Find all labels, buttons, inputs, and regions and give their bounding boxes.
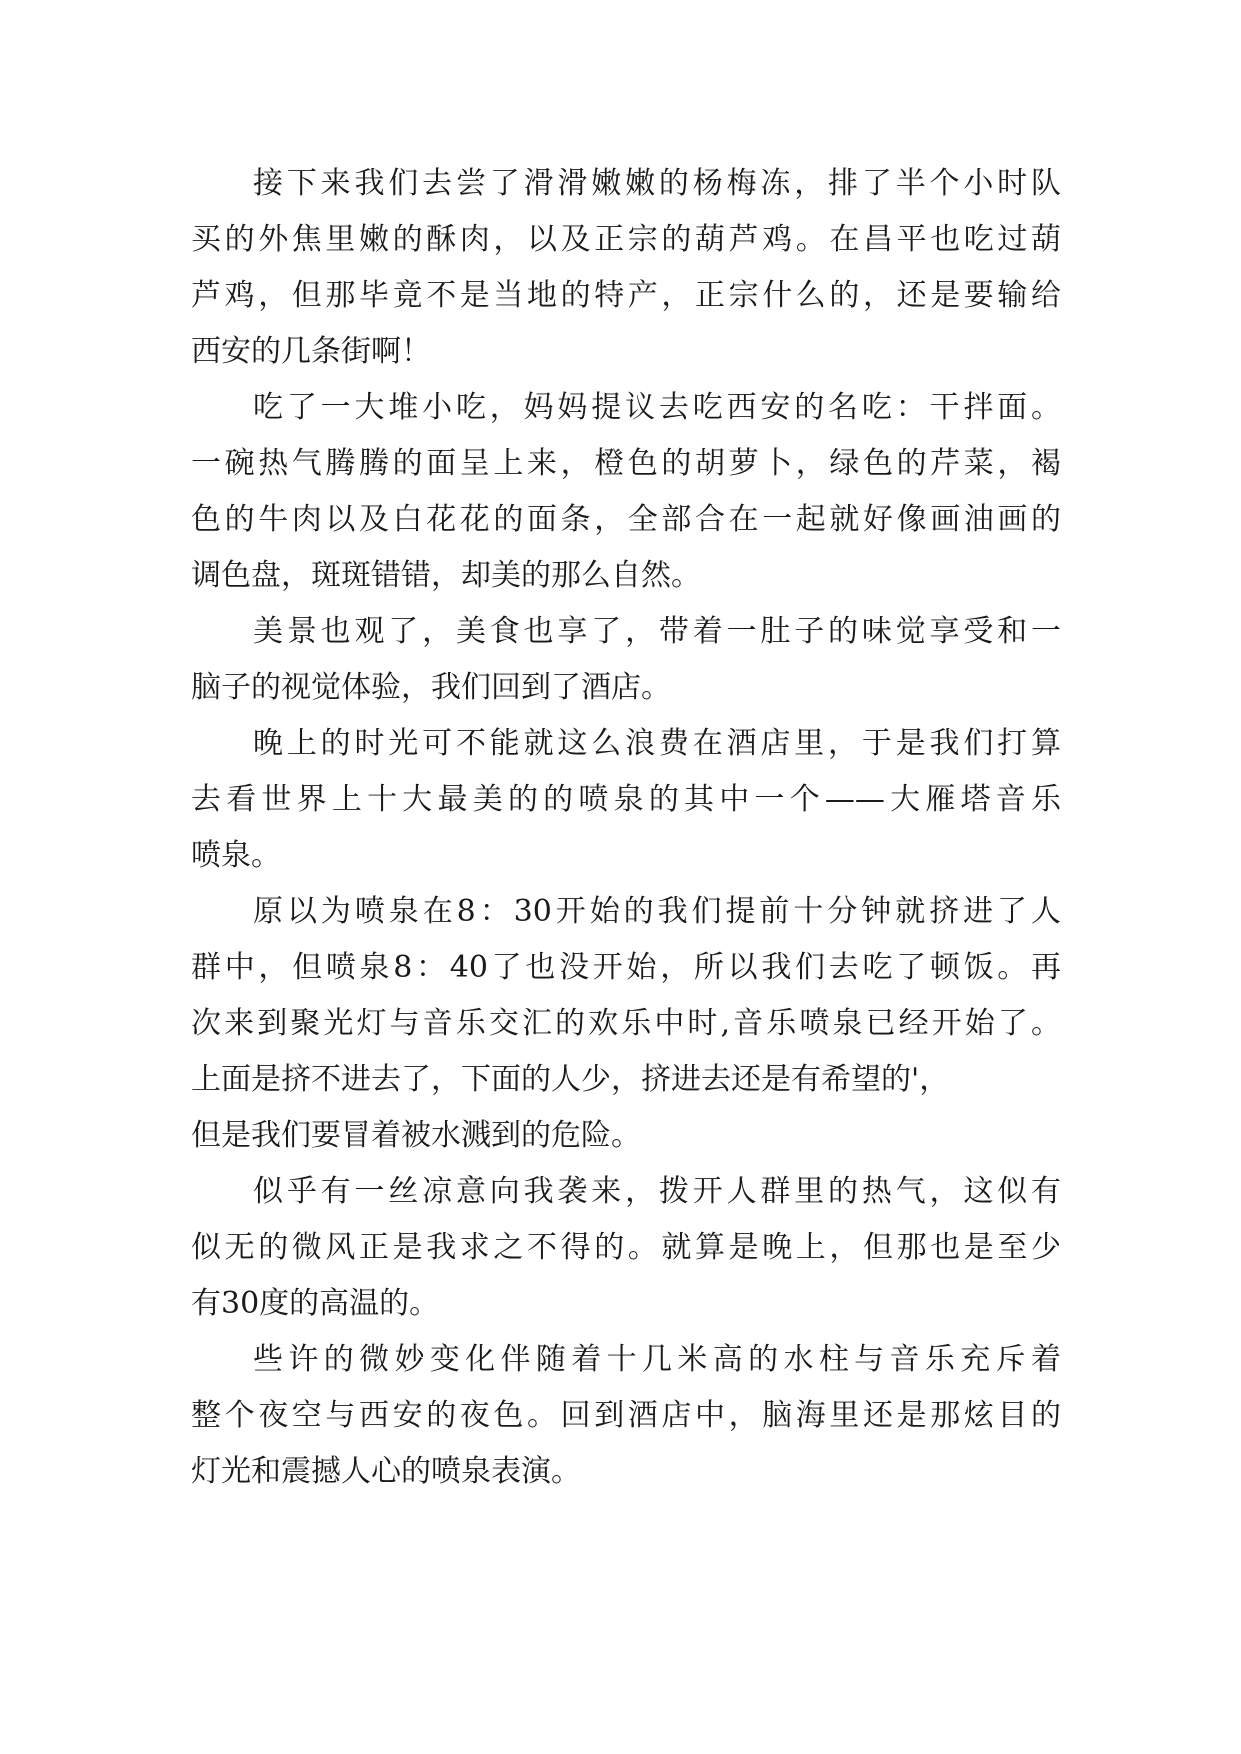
paragraph-line: 似无的微风正是我求之不得的。就算是晚上，但那也是至少 (191, 1230, 1061, 1265)
paragraph-line: 一碗热气腾腾的面呈上来，橙色的胡萝卜，绿色的芹菜，褐 (191, 446, 1061, 481)
paragraph-7 (191, 1332, 1061, 1500)
paragraph-line: 喷泉。 (191, 838, 281, 873)
paragraph-line: 脑子的视觉体验，我们回到了酒店。 (191, 670, 671, 705)
paragraph-line: 买的外焦里嫩的酥肉，以及正宗的葫芦鸡。在昌平也吃过葫 (191, 222, 1061, 257)
paragraph-line: 吃了一大堆小吃，妈妈提议去吃西安的名吃：干拌面。 (253, 390, 1061, 425)
paragraph-2 (191, 380, 1061, 604)
paragraph-line: 原以为喷泉在8：30开始的我们提前十分钟就挤进了人 (253, 894, 1061, 929)
paragraph-line: 美景也观了，美食也享了，带着一肚子的味觉享受和一 (253, 614, 1061, 649)
paragraph-line: 调色盘，斑斑错错，却美的那么自然。 (191, 558, 701, 593)
paragraph-line: 接下来我们去尝了滑滑嫩嫩的杨梅冻，排了半个小时队 (253, 166, 1061, 201)
paragraph-4 (191, 716, 1061, 884)
paragraph-line: 些许的微妙变化伴随着十几米高的水柱与音乐充斥着 (253, 1342, 1061, 1377)
paragraph-line: 去看世界上十大最美的的喷泉的其中一个——大雁塔音乐 (191, 782, 1061, 817)
paragraph-line: 西安的几条街啊！ (191, 334, 431, 369)
paragraph-line: 但是我们要冒着被水溅到的危险。 (191, 1118, 641, 1153)
paragraph-line: 晚上的时光可不能就这么浪费在酒店里，于是我们打算 (253, 726, 1061, 761)
paragraph-5 (191, 884, 1061, 1164)
article-body (191, 156, 1061, 1500)
paragraph-line: 上面是挤不进去了，下面的人少，挤进去还是有希望的'， (191, 1062, 950, 1097)
paragraph-3 (191, 604, 1061, 716)
paragraph-6 (191, 1164, 1061, 1332)
paragraph-1 (191, 156, 1061, 380)
paragraph-line: 色的牛肉以及白花花的面条，全部合在一起就好像画油画的 (191, 502, 1061, 537)
paragraph-line: 灯光和震撼人心的喷泉表演。 (191, 1454, 581, 1489)
paragraph-line: 似乎有一丝凉意向我袭来，拨开人群里的热气，这似有 (253, 1174, 1061, 1209)
paragraph-line: 次来到聚光灯与音乐交汇的欢乐中时,音乐喷泉已经开始了。 (191, 1006, 1061, 1041)
paragraph-line: 芦鸡，但那毕竟不是当地的特产，正宗什么的，还是要输给 (191, 278, 1061, 313)
paragraph-line: 整个夜空与西安的夜色。回到酒店中，脑海里还是那炫目的 (191, 1398, 1061, 1433)
paragraph-line: 有30度的高温的。 (191, 1286, 440, 1321)
paragraph-line: 群中，但喷泉8：40了也没开始，所以我们去吃了顿饭。再 (191, 950, 1061, 985)
